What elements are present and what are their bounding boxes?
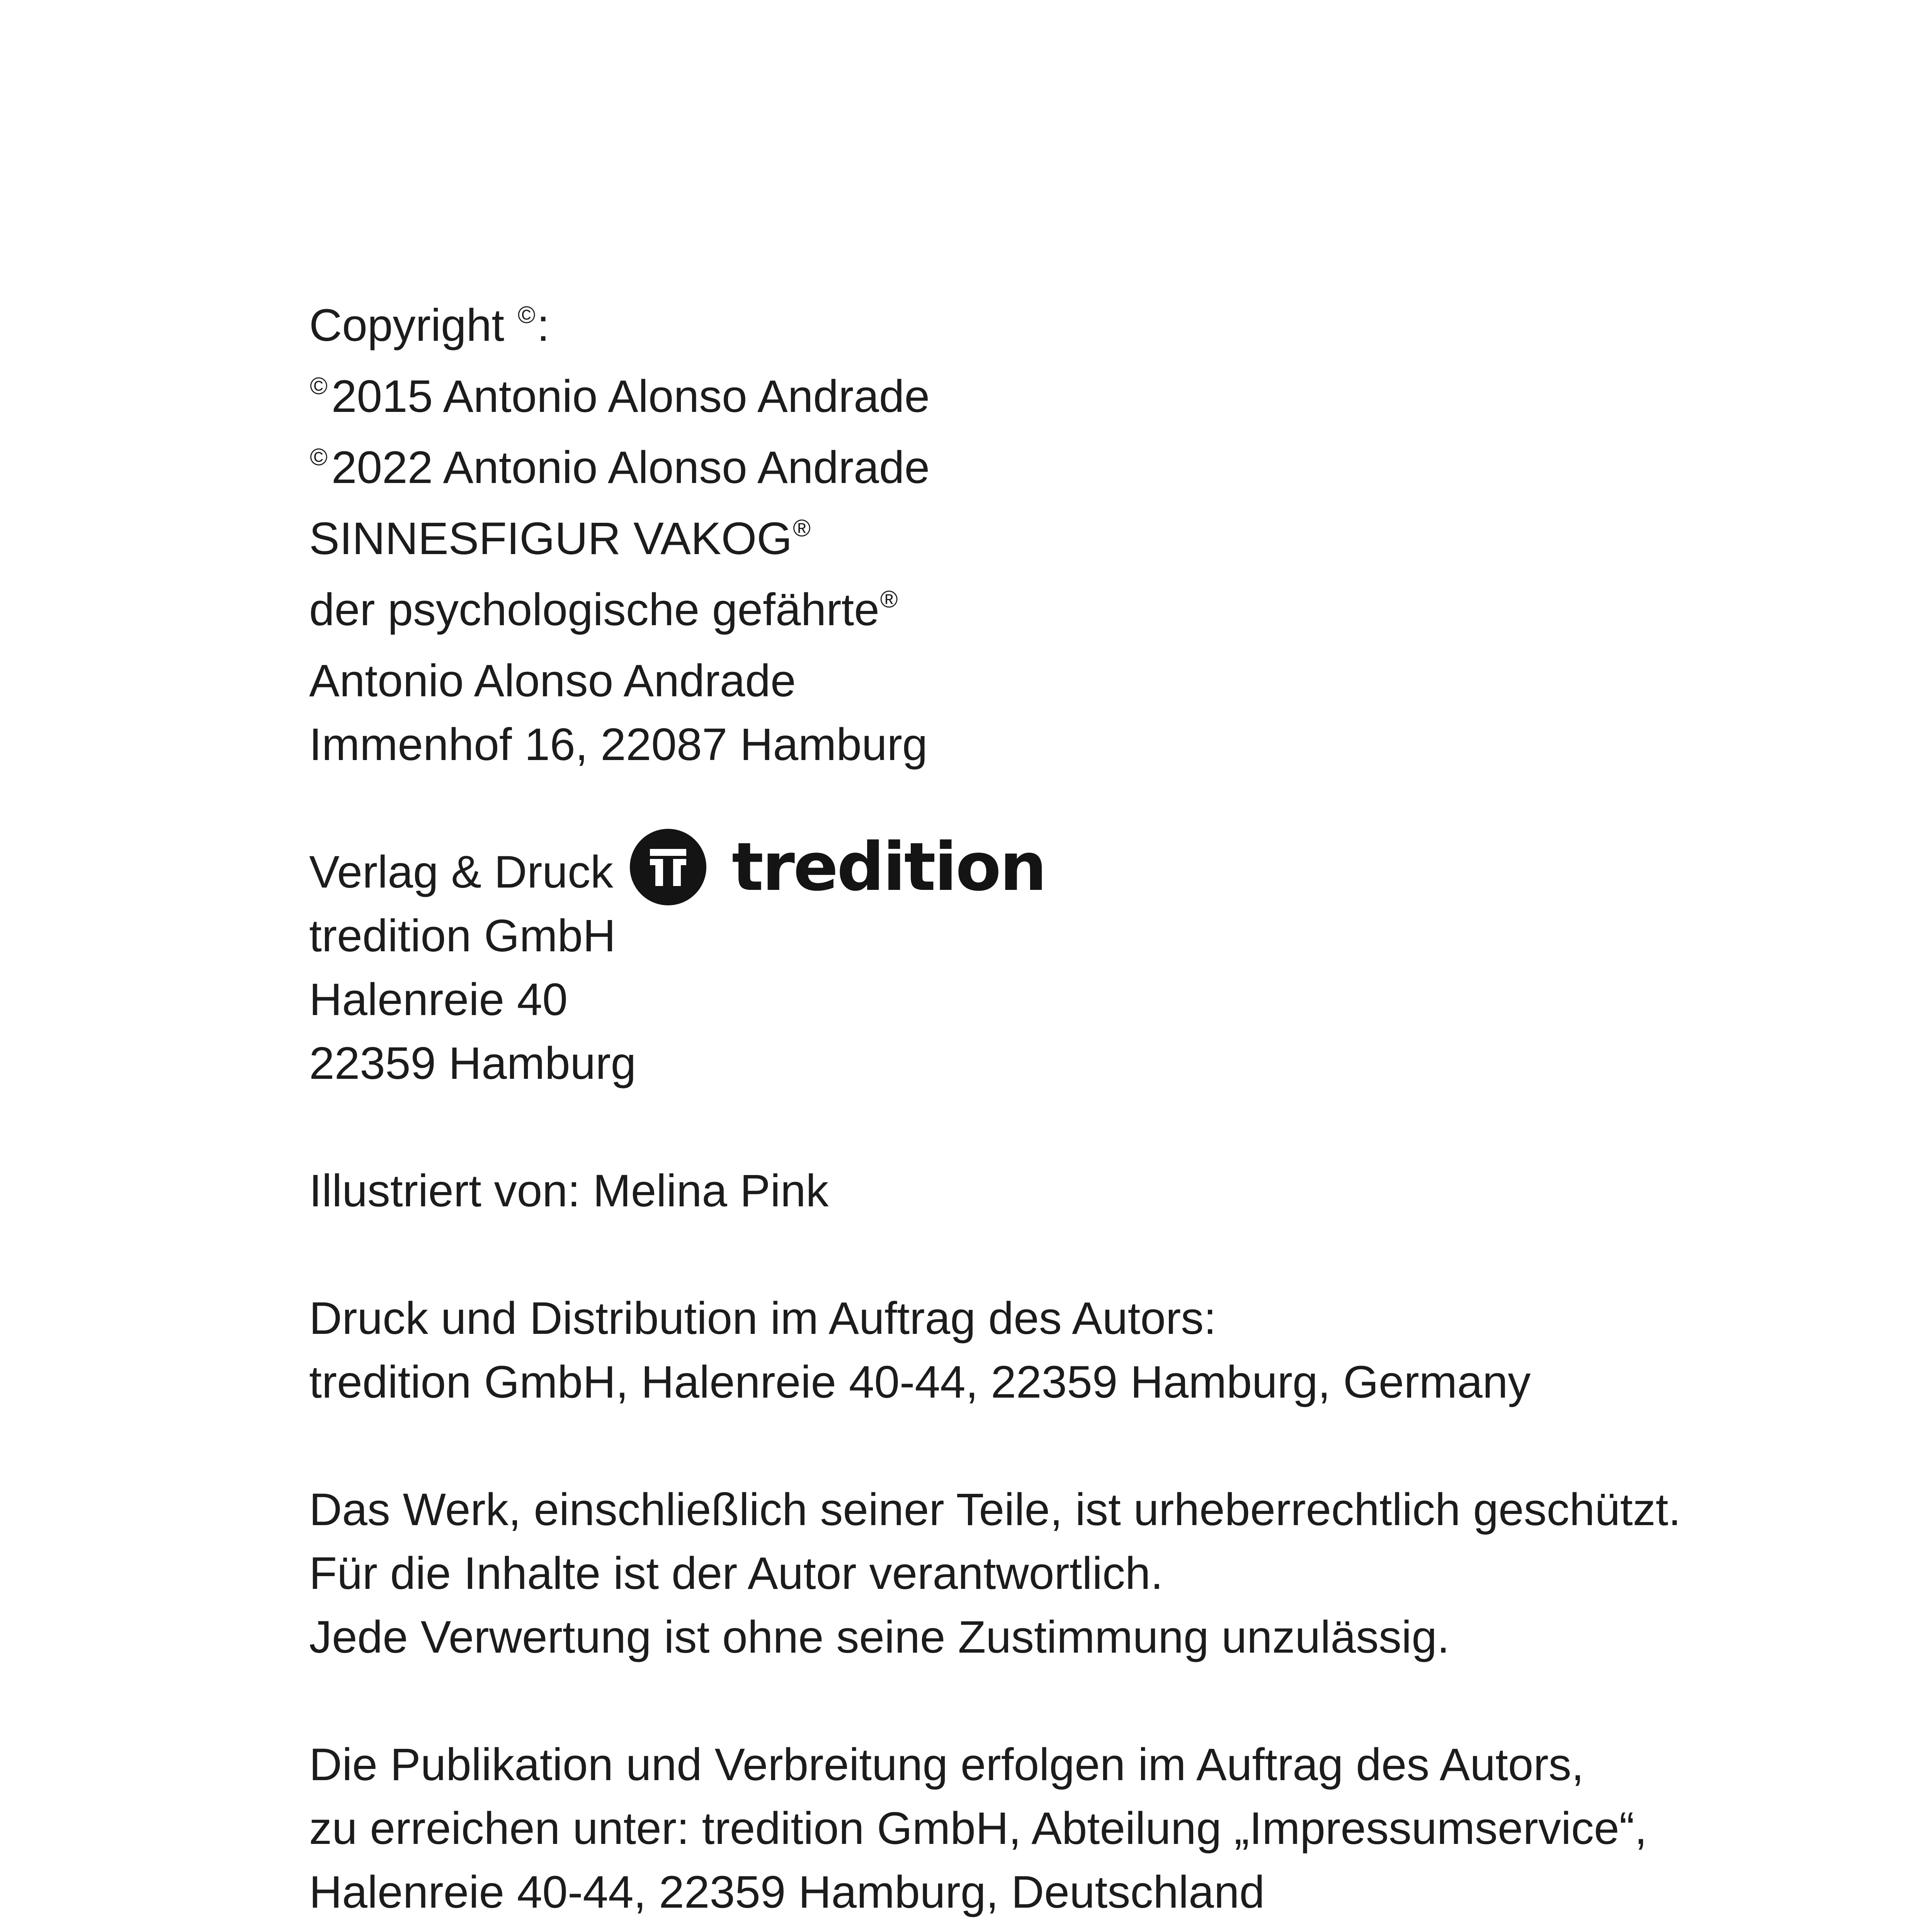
publication-line: zu erreichen unter: tredition GmbH, Abteilung „Impressumservice“, (309, 1803, 1647, 1854)
distribution-line: Druck und Distribution im Auftrag des Autors: (309, 1293, 1216, 1344)
publisher-street: Halenreie 40 (309, 974, 568, 1025)
copyright-symbol: © (310, 373, 328, 400)
registered-symbol: ® (793, 515, 811, 542)
spacer (309, 1924, 1932, 1932)
copyright-heading-text: Copyright (309, 300, 505, 351)
copyright-line-text: 2015 Antonio Alonso Andrade (331, 371, 930, 422)
spacer (309, 1223, 1932, 1287)
publication-block (309, 1733, 1932, 1924)
spacer (309, 1669, 1932, 1733)
publisher-label-row (309, 828, 1932, 906)
rights-block (309, 1478, 1932, 1669)
copyright-heading (309, 294, 1932, 365)
copyright-symbol: © (310, 444, 328, 471)
publication-line: Halenreie 40-44, 22359 Hamburg, Deutschland (309, 1867, 1265, 1918)
copyright-line-2015 (309, 365, 1932, 436)
trademark-line-sinnesfigur (309, 507, 1932, 578)
publisher-block (309, 828, 1932, 1095)
illustrator-credit: Illustriert von: Melina Pink (309, 1165, 829, 1216)
publication-line: Die Publikation und Verbreitung erfolgen im Auftrag des Autors, (309, 1739, 1584, 1790)
copyright-heading-colon: : (537, 300, 550, 351)
rights-line: Das Werk, einschließlich seiner Teile, ist urheberrechtlich geschützt. (309, 1484, 1681, 1535)
owner-name: Antonio Alonso Andrade (309, 655, 796, 706)
owner-address: Immenhof 16, 22087 Hamburg (309, 719, 928, 770)
copyright-block (309, 294, 1932, 777)
spacer (309, 1095, 1932, 1159)
rights-line: Für die Inhalte ist der Autor verantwortlich. (309, 1548, 1163, 1599)
distribution-line: tredition GmbH, Halenreie 40-44, 22359 Hamburg, Germany (309, 1357, 1531, 1408)
tredition-wordmark: tredition (732, 828, 1046, 906)
trademark-text: SINNESFIGUR VAKOG (309, 513, 793, 564)
tredition-logo-icon (630, 829, 706, 905)
copyright-line-2022 (309, 436, 1932, 507)
copyright-symbol: © (517, 302, 536, 328)
rights-line: Jede Verwertung ist ohne seine Zustimmung unzulässig. (309, 1612, 1450, 1663)
imprint-content (309, 294, 1932, 1932)
publisher-name: tredition GmbH (309, 910, 616, 961)
publisher-label: Verlag & Druck (309, 847, 613, 898)
distribution-block (309, 1287, 1932, 1414)
spacer (309, 1414, 1932, 1478)
trademark-text: der psychologische gefährte (309, 584, 879, 635)
tredition-logo (630, 829, 1046, 905)
copyright-line-text: 2022 Antonio Alonso Andrade (331, 442, 930, 493)
spacer (309, 777, 1932, 840)
publisher-city: 22359 Hamburg (309, 1038, 636, 1089)
registered-symbol: ® (880, 586, 898, 613)
trademark-line-gefaehrte (309, 578, 1932, 649)
